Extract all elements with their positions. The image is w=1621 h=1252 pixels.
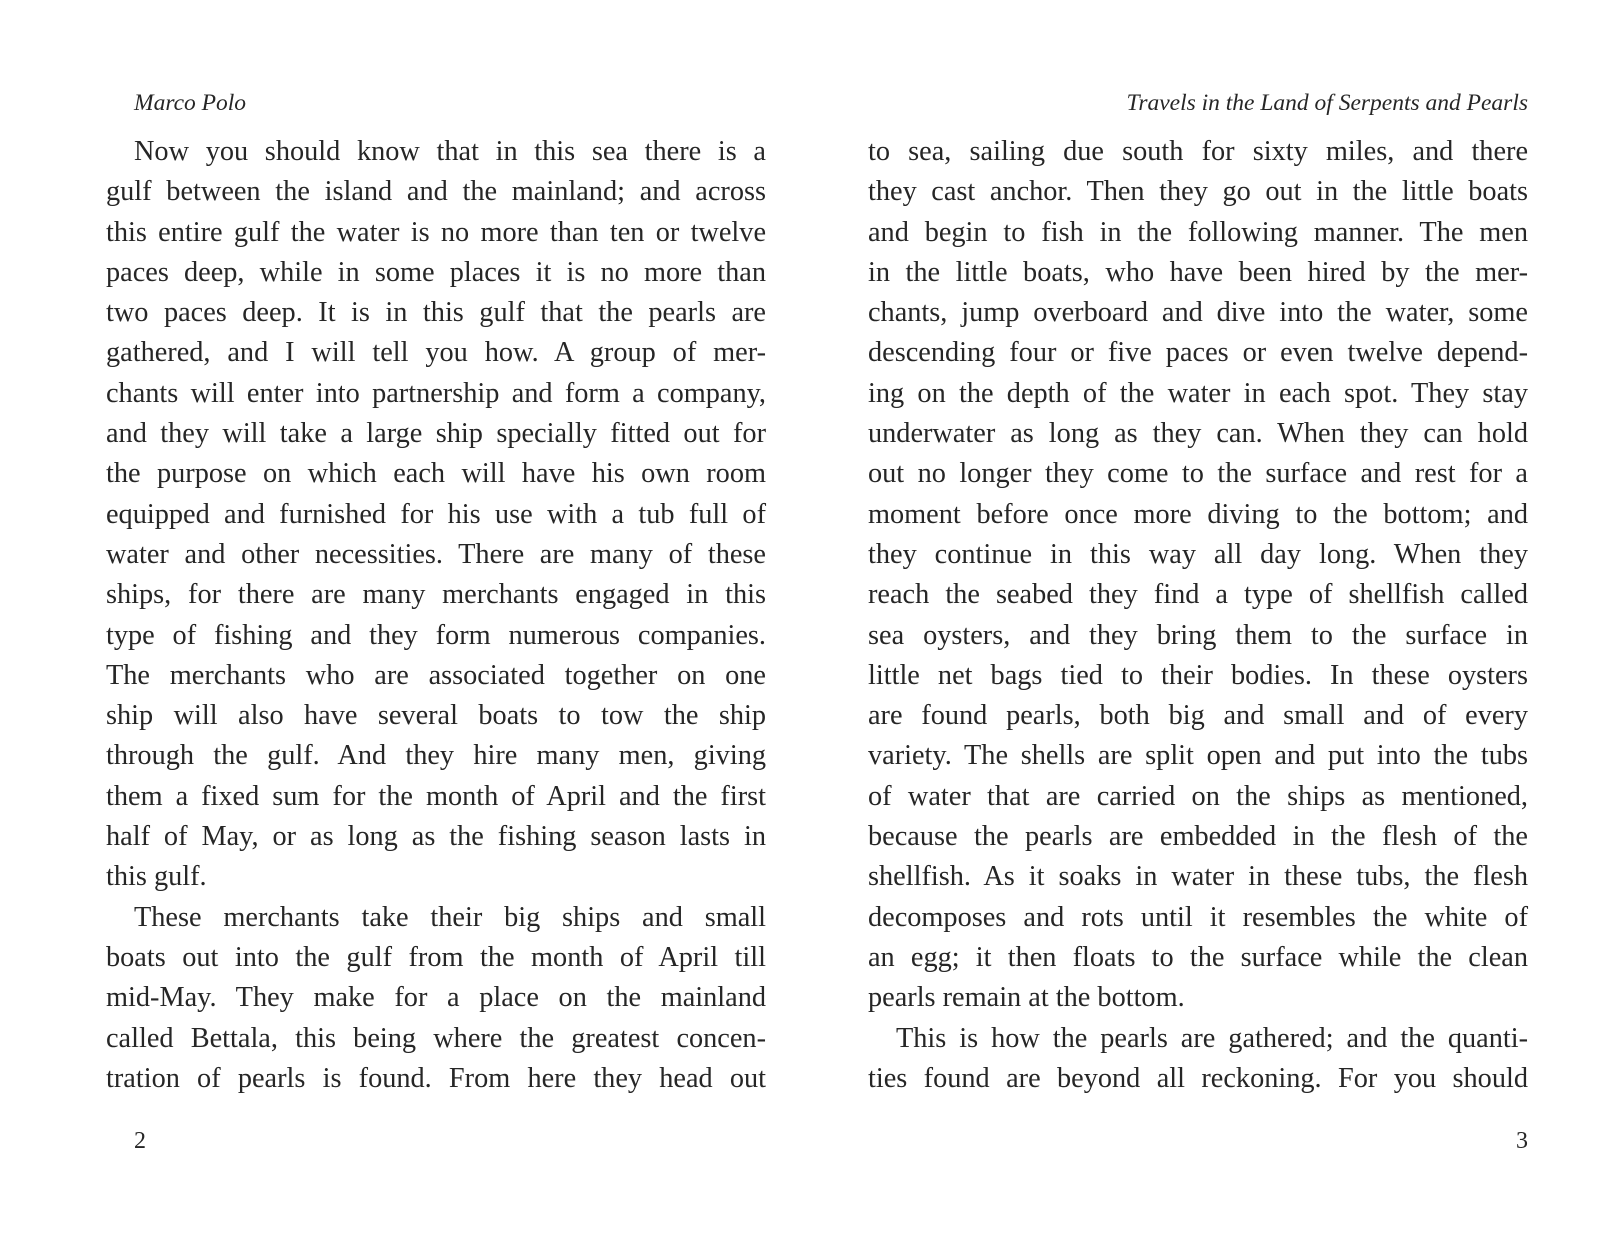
- text-line: and begin to fish in the following manner. The men: [868, 216, 1528, 248]
- text-line: moment before once more diving to the bottom; and: [868, 498, 1528, 530]
- text-line: half of May, or as long as the fishing season lasts in: [106, 821, 766, 853]
- text-line: gathered, and I will tell you how. A group of mer-: [106, 337, 766, 369]
- page-number: 2: [134, 1128, 146, 1154]
- text-line: sea oysters, and they bring them to the surface in: [868, 619, 1528, 651]
- running-head-author: Marco Polo: [134, 90, 247, 116]
- text-line: variety. The shells are split open and put into the tubs: [868, 740, 1528, 772]
- text-line: because the pearls are embedded in the flesh of the: [868, 821, 1528, 853]
- text-line: Now you should know that in this sea there is a: [134, 136, 766, 167]
- text-line: of water that are carried on the ships as mentioned,: [868, 780, 1528, 812]
- left-page-text: [106, 132, 766, 1099]
- text-line: tration of pearls is found. From here they head out: [106, 1062, 766, 1094]
- text-line: in the little boats, who have been hired by the mer-: [868, 256, 1528, 288]
- text-line: ing on the depth of the water in each spot. They stay: [868, 377, 1528, 409]
- running-head-title: Travels in the Land of Serpents and Pearls: [1126, 90, 1528, 116]
- right-page: [868, 0, 1528, 1252]
- text-line: mid-May. They make for a place on the mainland: [106, 982, 766, 1014]
- text-line: underwater as long as they can. When they can hold: [868, 418, 1528, 450]
- text-line: the purpose on which each will have his own room: [106, 458, 766, 490]
- text-line: two paces deep. It is in this gulf that the pearls are: [106, 297, 766, 329]
- text-line: an egg; it then floats to the surface while the clean: [868, 941, 1528, 973]
- text-line: to sea, sailing due south for sixty miles, and there: [868, 136, 1528, 167]
- text-line: descending four or five paces or even twelve depend-: [868, 337, 1528, 369]
- text-line: paces deep, while in some places it is no more than: [106, 256, 766, 288]
- text-line: chants will enter into partnership and form a company,: [106, 377, 766, 409]
- text-line: this entire gulf the water is no more than ten or twelve: [106, 216, 766, 248]
- text-line: The merchants who are associated together on one: [106, 659, 766, 691]
- text-line: ships, for there are many merchants engaged in this: [106, 579, 766, 611]
- text-line: decomposes and rots until it resembles the white of: [868, 901, 1528, 933]
- text-line: pearls remain at the bottom.: [868, 982, 1185, 1014]
- text-line: out no longer they come to the surface and rest for a: [868, 458, 1528, 490]
- text-line: equipped and furnished for his use with a tub full of: [106, 498, 766, 530]
- text-line: reach the seabed they find a type of shellfish called: [868, 579, 1528, 611]
- text-line: this gulf.: [106, 861, 207, 893]
- text-line: them a fixed sum for the month of April and the first: [106, 780, 766, 812]
- text-line: are found pearls, both big and small and of every: [868, 700, 1528, 732]
- text-line: gulf between the island and the mainland; and across: [106, 176, 766, 208]
- text-line: they continue in this way all day long. When they: [868, 538, 1528, 570]
- text-line: chants, jump overboard and dive into the water, some: [868, 297, 1528, 329]
- text-line: little net bags tied to their bodies. In these oysters: [868, 659, 1528, 691]
- text-line: they cast anchor. Then they go out in the little boats: [868, 176, 1528, 208]
- text-line: boats out into the gulf from the month of April till: [106, 941, 766, 973]
- text-line: ship will also have several boats to tow the ship: [106, 700, 766, 732]
- right-page-text: [868, 132, 1528, 1099]
- text-line: type of fishing and they form numerous companies.: [106, 619, 766, 651]
- text-line: through the gulf. And they hire many men, giving: [106, 740, 766, 772]
- text-line: ties found are beyond all reckoning. For you should: [868, 1062, 1528, 1094]
- text-line: called Bettala, this being where the greatest concen-: [106, 1022, 766, 1054]
- text-line: shellfish. As it soaks in water in these tubs, the flesh: [868, 861, 1528, 893]
- left-page: [106, 0, 766, 1252]
- text-line: and they will take a large ship specially fitted out for: [106, 418, 766, 450]
- text-line: These merchants take their big ships and small: [134, 901, 766, 933]
- text-line: water and other necessities. There are many of these: [106, 538, 766, 570]
- page-number: 3: [1516, 1128, 1528, 1154]
- text-line: This is how the pearls are gathered; and the quanti-: [896, 1022, 1528, 1054]
